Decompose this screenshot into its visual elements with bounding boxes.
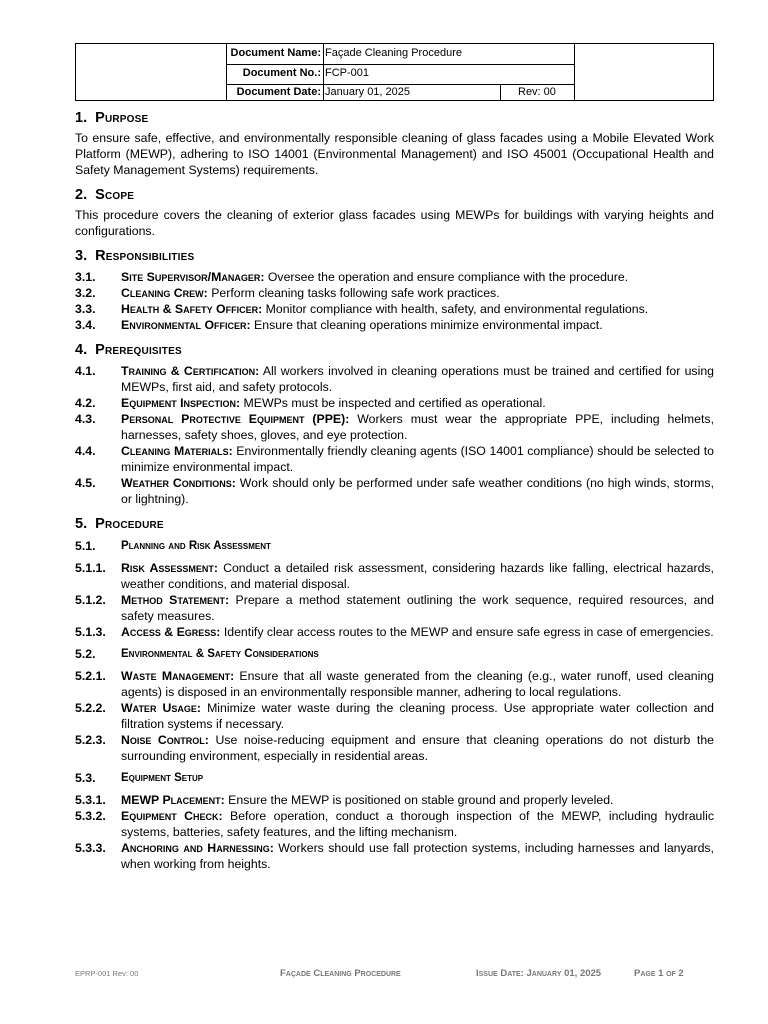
list-item (75, 560, 714, 592)
section-title: Purpose (95, 110, 149, 126)
section-title: Scope (95, 187, 135, 203)
revision-value: Rev: 00 (518, 86, 556, 98)
item-term: Cleaning Materials: (121, 444, 233, 458)
list-item (75, 792, 714, 808)
item-term: Health & Safety Officer: (121, 302, 263, 316)
footer-doc-ref: EPRP-001 Rev: 00 (75, 969, 139, 978)
document-date-value: January 01, 2025 (325, 86, 411, 98)
item-number: 5.3.3. (75, 841, 106, 855)
item-number: 3.1. (75, 270, 96, 284)
item-term: Equipment Check: (121, 809, 223, 823)
item-term: Weather Conditions: (121, 476, 236, 490)
item-number: 5.2.3. (75, 733, 106, 747)
item-term: Site Supervisor/Manager: (121, 270, 265, 284)
purpose-text: To ensure safe, effective, and environmentally responsible cleaning of glass facades using a Mobile Elevated Work Platform (MEWP), adhering to ISO 14001 (Environmental Management) and ISO 45001 (Occupational Health and Safety Management Systems) requirements. (75, 131, 714, 177)
list-item (75, 301, 714, 317)
item-text: Ensure the MEWP is positioned on stable ground and properly leveled. (224, 793, 614, 807)
item-text: Ensure that cleaning operations minimize environmental impact. (250, 318, 603, 332)
subsection-heading (75, 770, 714, 786)
section-title: Responsibilities (95, 248, 195, 264)
item-term: Equipment Inspection: (121, 396, 241, 410)
prerequisites-list (75, 363, 714, 507)
item-term: Training & Certification: (121, 364, 260, 378)
list-item (75, 700, 714, 732)
list-item (75, 475, 714, 507)
header-divider (500, 85, 501, 100)
item-number: 5.1.1. (75, 561, 106, 575)
list-item (75, 732, 714, 764)
item-number: 4.3. (75, 412, 96, 426)
item-text: Ensure that all waste generated from the cleaning (e.g., water runoff, used cleaning agents) is disposed in an environmentally responsible manner, adhering to local regulations. (121, 669, 714, 699)
item-term: Personal Protective Equipment (PPE): (121, 412, 350, 426)
subsection-number: 5.3. (75, 771, 96, 785)
list-item (75, 269, 714, 285)
item-number: 4.2. (75, 396, 96, 410)
item-term: Anchoring and Harnessing: (121, 841, 274, 855)
subsection-title: Equipment Setup (121, 772, 204, 784)
page-footer (75, 968, 714, 982)
document-name-value: Façade Cleaning Procedure (325, 47, 462, 59)
item-text: Before operation, conduct a thorough inspection of the MEWP, including hydraulic systems, batteries, safety features, and the lifting mechanism. (121, 809, 714, 839)
list-item (75, 668, 714, 700)
item-number: 5.3.1. (75, 793, 106, 807)
item-number: 3.2. (75, 286, 96, 300)
item-term: Method Statement: (121, 593, 230, 607)
item-term: Cleaning Crew: (121, 286, 208, 300)
section-heading-scope (75, 185, 714, 205)
list-item (75, 808, 714, 840)
item-term: Access & Egress: (121, 625, 221, 639)
list-item (75, 443, 714, 475)
section-number: 4. (75, 342, 88, 358)
item-term: Environmental Officer: (121, 318, 251, 332)
item-text: Workers must wear the appropriate PPE, including helmets, harnesses, safety shoes, gloves, and eye protection. (121, 412, 714, 442)
item-text: Perform cleaning tasks following safe work practices. (207, 286, 500, 300)
procedure-list (75, 668, 714, 764)
section-heading-prerequisites (75, 340, 714, 360)
item-term: Waste Management: (121, 669, 235, 683)
document-number-label: Document No.: (242, 67, 321, 79)
item-number: 4.4. (75, 444, 96, 458)
item-number: 3.3. (75, 302, 96, 316)
subsection-heading (75, 646, 714, 662)
section-heading-procedure (75, 514, 714, 534)
item-text: Identify clear access routes to the MEWP and ensure safe egress in case of emergencies. (220, 625, 714, 639)
section-title: Prerequisites (95, 342, 182, 358)
subsection-heading (75, 538, 714, 554)
item-term: MEWP Placement: (121, 793, 225, 807)
procedure-list (75, 560, 714, 640)
item-term: Noise Control: (121, 733, 209, 747)
list-item (75, 395, 714, 411)
section-number: 1. (75, 110, 88, 126)
subsection-number: 5.1. (75, 539, 96, 553)
document-date-label: Document Date: (236, 86, 321, 98)
item-text: MEWPs must be inspected and certified as operational. (240, 396, 546, 410)
list-item (75, 317, 714, 333)
section-title: Procedure (95, 516, 164, 532)
header-divider (574, 44, 575, 100)
item-number: 5.1.3. (75, 625, 106, 639)
item-text: Workers should use fall protection systems, including harnesses and lanyards, when working from heights. (121, 841, 714, 871)
list-item (75, 840, 714, 872)
section-number: 3. (75, 248, 88, 264)
list-item (75, 411, 714, 443)
list-item (75, 592, 714, 624)
list-item (75, 285, 714, 301)
responsibilities-list (75, 269, 714, 333)
item-number: 4.1. (75, 364, 96, 378)
item-text: Environmentally friendly cleaning agents (ISO 14001 compliance) should be selected to minimize environmental impact. (121, 444, 715, 474)
section-heading-responsibilities (75, 246, 714, 266)
section-heading-purpose (75, 108, 714, 128)
item-number: 5.1.2. (75, 593, 106, 607)
document-name-label: Document Name: (230, 47, 321, 59)
item-text: Monitor compliance with health, safety, and environmental regulations. (262, 302, 649, 316)
item-text: Prepare a method statement outlining the work sequence, required resources, and safety measures. (121, 593, 714, 623)
item-text: Minimize water waste during the cleaning process. Use appropriate water collection and filtration systems if necessary. (121, 701, 714, 731)
footer-issue-date: Issue Date: January 01, 2025 (476, 968, 602, 979)
procedure-list (75, 792, 714, 872)
document-number-value: FCP-001 (325, 67, 370, 79)
section-number: 5. (75, 516, 88, 532)
scope-text: This procedure covers the cleaning of exterior glass facades using MEWPs for buildings with varying heights and configurations. (75, 208, 714, 238)
item-term: Water Usage: (121, 701, 201, 715)
item-text: Conduct a detailed risk assessment, considering hazards like falling, electrical hazards, weather conditions, and material disposal. (121, 561, 714, 591)
subsection-number: 5.2. (75, 647, 96, 661)
item-number: 4.5. (75, 476, 96, 490)
subsection-title: Environmental & Safety Considerations (121, 648, 319, 660)
section-number: 2. (75, 187, 88, 203)
footer-title: Façade Cleaning Procedure (280, 968, 401, 979)
document-header-table (75, 43, 714, 101)
item-text: Work should only be performed under safe weather conditions (no high winds, storms, or lightning). (121, 476, 714, 506)
footer-page-number: Page 1 of 2 (634, 968, 684, 979)
item-text: Oversee the operation and ensure compliance with the procedure. (264, 270, 629, 284)
list-item (75, 624, 714, 640)
item-text: All workers involved in cleaning operations must be trained and certified for using MEWPs, first aid, and safety protocols. (121, 364, 714, 394)
list-item (75, 363, 714, 395)
item-number: 5.2.1. (75, 669, 106, 683)
subsection-title: Planning and Risk Assessment (121, 540, 271, 552)
item-number: 5.3.2. (75, 809, 106, 823)
item-text: Use noise-reducing equipment and ensure that cleaning operations do not disturb the surrounding environment, especially in residential areas. (121, 733, 714, 763)
item-number: 3.4. (75, 318, 96, 332)
item-term: Risk Assessment: (121, 561, 218, 575)
document-body (75, 108, 714, 872)
item-number: 5.2.2. (75, 701, 106, 715)
